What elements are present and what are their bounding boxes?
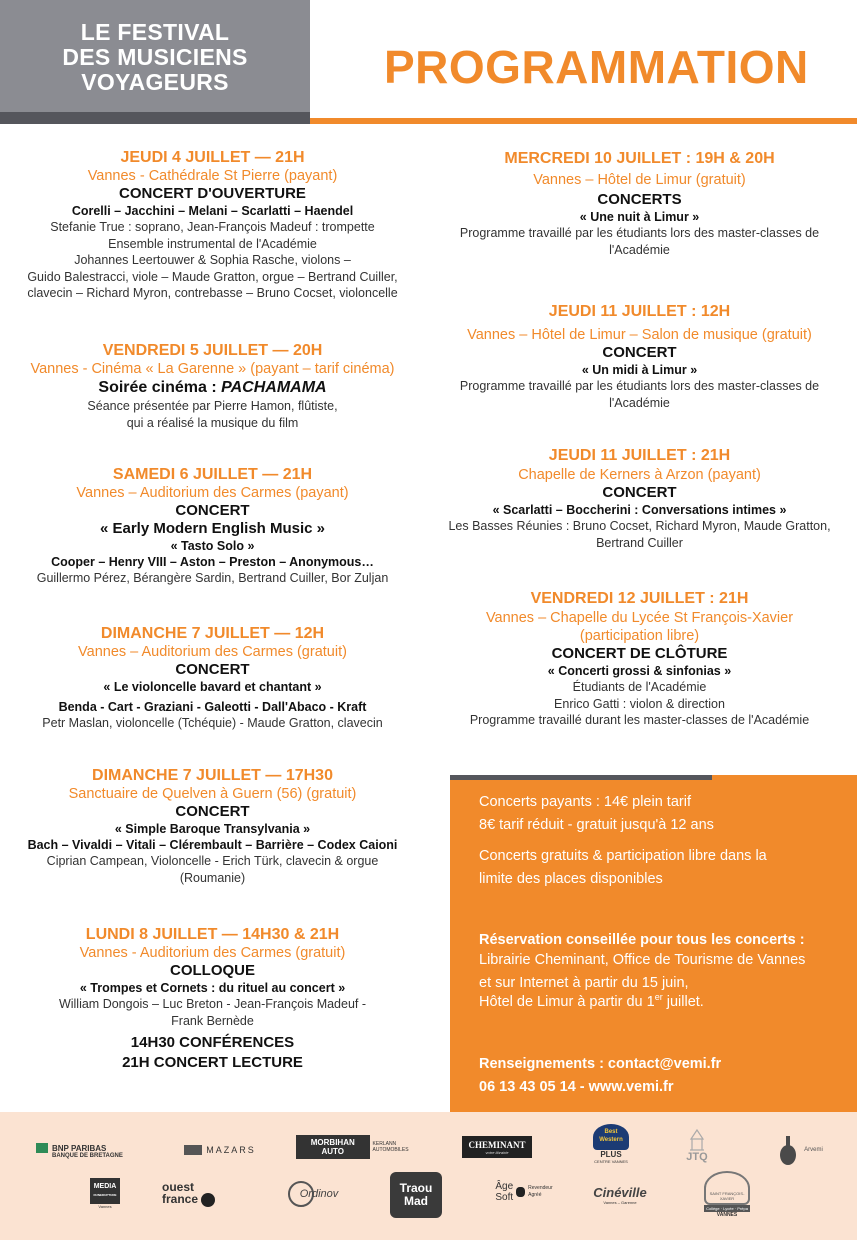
event-line: Frank Bernède [171,1013,254,1028]
event-place: Vannes - Cathédrale St Pierre (payant) [87,168,338,184]
event-jeudi-4 [0,148,425,302]
event-place-line1: Vannes – Chapelle du Lycée St François-Xavier [485,610,794,626]
best-western-badge [593,1124,629,1150]
sponsors-strip [0,1112,857,1240]
bw-sub: CENTRE VANNES [594,1159,628,1164]
free-info-line1: Concerts gratuits & participation libre dans la [479,848,767,864]
event-jeudi-11-midi [427,301,852,411]
event-program-title: « Le violoncelle bavard et chantant » [103,680,322,694]
event-place: Vannes – Auditorium des Carmes (gratuit) [78,644,347,660]
event-type: CONCERT [175,661,250,678]
ouest-france-circle-icon [201,1193,215,1207]
header-divider-grey [0,118,310,124]
event-vendredi-5 [0,341,425,431]
event-vendredi-12 [427,588,852,729]
event-type: COLLOQUE [170,962,255,979]
bnp-star-icon [36,1143,48,1153]
event-type: CONCERT [175,803,250,820]
ouest-france-logo [162,1179,228,1206]
event-composers: Benda - Cart - Graziani - Galeotti - Dall'Abaco - Kraft [58,700,367,714]
event-line: William Dongois – Luc Breton - Jean-François Madeuf - [58,997,367,1011]
apple-icon [516,1187,525,1197]
event-type: CONCERT [602,484,677,501]
media-logo [88,1176,122,1210]
event-type: CONCERT D'OUVERTURE [119,185,306,202]
page-title: PROGRAMMATION [384,41,809,93]
reservation-line3-text: Hôtel de Limur à partir du 1 [479,994,655,1010]
age-soft-line2: Soft [495,1192,514,1203]
reservation-line2: et sur Internet à partir du 15 juin, [479,975,689,991]
reservation-title: Réservation conseillée pour tous les concerts : [479,932,805,948]
event-place-line2: (participation libre) [579,628,700,644]
event-composers: Bach – Vivaldi – Vitali – Clérembault – Barrière – Codex Caioni [27,838,398,852]
traou-line2: Mad [404,1194,428,1208]
event-line: qui a réalisé la musique du film [126,415,299,430]
reservation-line3-sup: er [654,992,663,1003]
traou-line1: Traou [399,1181,433,1195]
event-date: DIMANCHE 7 JUILLET — 12H [100,625,325,642]
festival-name-line3: VOYAGEURS [81,69,229,95]
best-western-logo [592,1120,630,1168]
event-dimanche-7-midi [0,624,425,732]
lycee-line1: SAINT FRANÇOIS-XAVIER [709,1190,745,1201]
reservation-line3 [479,991,704,1014]
bw-line2: Western [599,1137,623,1143]
event-program-title: « Simple Baroque Transylvania » [114,822,311,836]
arvemi-logo [768,1132,830,1168]
event-line: Bertrand Cuiller [596,535,683,550]
jtq-name: JTQ [686,1151,708,1163]
media-line1: MEDIA [93,1182,117,1190]
age-soft-mark [495,1181,513,1203]
traou-mad-logo [390,1172,442,1218]
event-place: Sanctuaire de Quelven à Guern (56) (gratuit) [68,786,357,802]
event-date: MERCREDI 10 JUILLET : 19H & 20H [504,150,775,167]
event-place: Vannes – Hôtel de Limur – Salon de musique (gratuit) [467,327,812,343]
lycee-sfx-logo [694,1168,760,1220]
event-composers: Cooper – Henry VIII – Aston – Preston – Anonymous… [51,555,374,569]
film-title: PACHAMAMA [221,379,327,396]
price-reduced: 8€ tarif réduit - gratuit jusqu'à 12 ans [479,817,714,833]
lycee-chapel-icon [704,1171,750,1205]
mazars-mark-icon [184,1145,202,1155]
event-line: Programme travaillé par les étudiants lors des master-classes de [459,226,820,240]
event-jeudi-11-soir [427,445,852,551]
event-date: LUNDI 8 JUILLET — 14H30 & 21H [85,926,340,943]
event-line: Guillermo Pérez, Bérangère Sardin, Bertrand Cuiller, Bor Zuljan [36,571,389,585]
lycee-line2: Collège · Lycée · Prépa [706,1205,748,1211]
age-soft-logo [484,1172,564,1212]
mazars-name: MAZARS [206,1145,256,1155]
event-line: Les Basses Réunies : Bruno Cocset, Richard Myron, Maude Gratton, [448,519,831,533]
event-type: CONCERT [175,502,250,519]
event-program-title: « Une nuit à Limur » [579,210,700,224]
bw-line1: Best [604,1129,618,1135]
event-line: clavecin – Richard Myron, contrebasse – Bruno Cocset, violoncelle [27,286,398,300]
event-line: Guido Balestracci, viole – Maude Gratton, orgue – Bertrand Cuiller, [27,269,398,284]
bnp-sub: BANQUE DE BRETAGNE [52,1153,123,1159]
event-type: CONCERT [602,344,677,361]
reseller-line2: Agréé [528,1192,542,1198]
event-line: Programme travaillé par les étudiants lors des master-classes de [459,379,820,393]
ordinov-logo [278,1178,348,1210]
ouest-line2: france [162,1192,199,1206]
bw-plus: PLUS [600,1150,622,1159]
cineville-name: Cinéville [593,1184,647,1200]
contact-phone-web[interactable]: 06 13 43 05 14 - www.vemi.fr [479,1079,674,1095]
event-lundi-8 [0,925,425,1073]
event-line: Séance présentée par Pierre Hamon, flûtiste, [87,399,338,413]
cineville-sub: Vannes – Garenne [603,1199,637,1205]
event-line: Ensemble instrumental de l'Académie [108,236,317,251]
arvemi-name: Arvemi [804,1147,823,1153]
cheminant-sub: votre librairie [485,1149,509,1155]
ordinov-name: Ordinov [299,1188,339,1200]
cello-icon [775,1134,801,1166]
pricing-info-box [450,775,857,1112]
lycee-line3: VANNES [716,1211,738,1218]
festival-name [0,20,310,95]
jtq-logo [677,1124,717,1168]
event-type: CONCERTS [597,191,682,208]
age-soft-line1: Âge [495,1181,514,1192]
bnp-paribas-logo [36,1140,140,1162]
event-line: l'Académie [609,395,670,410]
festival-name-line2: DES MUSICIENS [62,44,248,70]
reservation-line1: Librairie Cheminant, Office de Tourisme de Vannes [479,952,806,968]
contact-email[interactable]: Renseignements : contact@vemi.fr [479,1056,722,1072]
header-divider-orange [310,118,857,124]
mazars-logo [178,1142,262,1158]
morbihan-auto-logo [296,1136,414,1158]
event-line: Ciprian Campean, Violoncelle - Erich Türk, clavecin & orgue [46,854,379,868]
event-place: Vannes – Auditorium des Carmes (payant) [76,485,349,501]
event-place: Vannes - Auditorium des Carmes (gratuit) [79,945,346,961]
festival-header [0,0,310,118]
event-line: (Roumanie) [179,870,246,885]
event-line: Johannes Leertouwer & Sophia Rasche, violons – [74,253,351,267]
event-samedi-6 [0,465,425,587]
reseller-line1: Revendeur [528,1185,553,1191]
media-sub: Vannes [98,1203,112,1209]
cheminant-logo [462,1136,532,1158]
free-info-line2: limite des places disponibles [479,871,663,887]
event-line: Programme travaillé durant les master-classes de l'Académie [469,713,810,727]
morbihan-auto-name: MORBIHAN AUTO [296,1135,370,1159]
ouest-line1: ouest [162,1179,195,1194]
event-line: l'Académie [609,242,670,257]
event-type: CONCERT DE CLÔTURE [551,645,728,662]
event-program-title: « Un midi à Limur » [581,363,698,377]
cineville-logo [584,1182,656,1208]
media-line2: DUNEDUPTURE [93,1192,117,1197]
media-badge [90,1178,120,1204]
event-type [0,378,425,398]
event-mercredi-10 [427,148,852,258]
reservation-line3-suffix: juillet. [662,994,704,1010]
event-date: SAMEDI 6 JUILLET — 21H [112,466,313,483]
event-dimanche-7-soir [0,766,425,886]
event-date: VENDREDI 12 JUILLET : 21H [530,590,749,607]
price-full: Concerts payants : 14€ plein tarif [479,794,691,810]
bnp-name: BNP PARIBAS [52,1143,107,1153]
event-line: Stefanie True : soprano, Jean-François Madeuf : trompette [50,220,375,234]
event-program-title: « Early Modern English Music » [99,520,326,537]
festival-name-line1: LE FESTIVAL [80,19,230,45]
event-place: Chapelle de Kerners à Arzon (payant) [518,467,761,483]
reseller-label [528,1185,552,1199]
event-date: DIMANCHE 7 JUILLET — 17H30 [92,767,333,784]
cheminant-name: CHEMINANT [468,1139,526,1150]
event-date: JEUDI 11 JUILLET : 12H [548,303,731,320]
event-program-title: « Concerti grossi & sinfonias » [547,664,732,678]
event-ensemble: « Tasto Solo » [170,539,255,553]
event-concert-lecture: 21H CONCERT LECTURE [122,1054,303,1071]
building-icon [687,1129,707,1151]
event-conferences: 14H30 CONFÉRENCES [130,1034,295,1051]
event-place: Vannes - Cinéma « La Garenne » (payant – tarif cinéma) [30,361,395,377]
event-line: Étudiants de l'Académie [572,680,707,694]
event-date: VENDREDI 5 JUILLET — 20H [102,342,323,359]
info-box-accent-line [450,775,712,780]
kerlann-name: KERLANN AUTOMOBILES [372,1141,409,1153]
event-line: Petr Maslan, violoncelle (Tchéquie) - Maude Gratton, clavecin [42,716,383,730]
event-place: Vannes – Hôtel de Limur (gratuit) [533,172,746,188]
event-date: JEUDI 4 JUILLET — 21H [120,149,305,166]
event-composers: Corelli – Jacchini – Melani – Scarlatti – Haendel [71,204,354,218]
event-line: Enrico Gatti : violon & direction [554,696,725,711]
event-date: JEUDI 11 JUILLET : 21H [548,447,731,464]
event-type-prefix: Soirée cinéma : [98,379,222,396]
event-program-title: « Trompes et Cornets : du rituel au concert » [79,981,346,995]
event-program-title: « Scarlatti – Boccherini : Conversations intimes » [492,503,787,517]
